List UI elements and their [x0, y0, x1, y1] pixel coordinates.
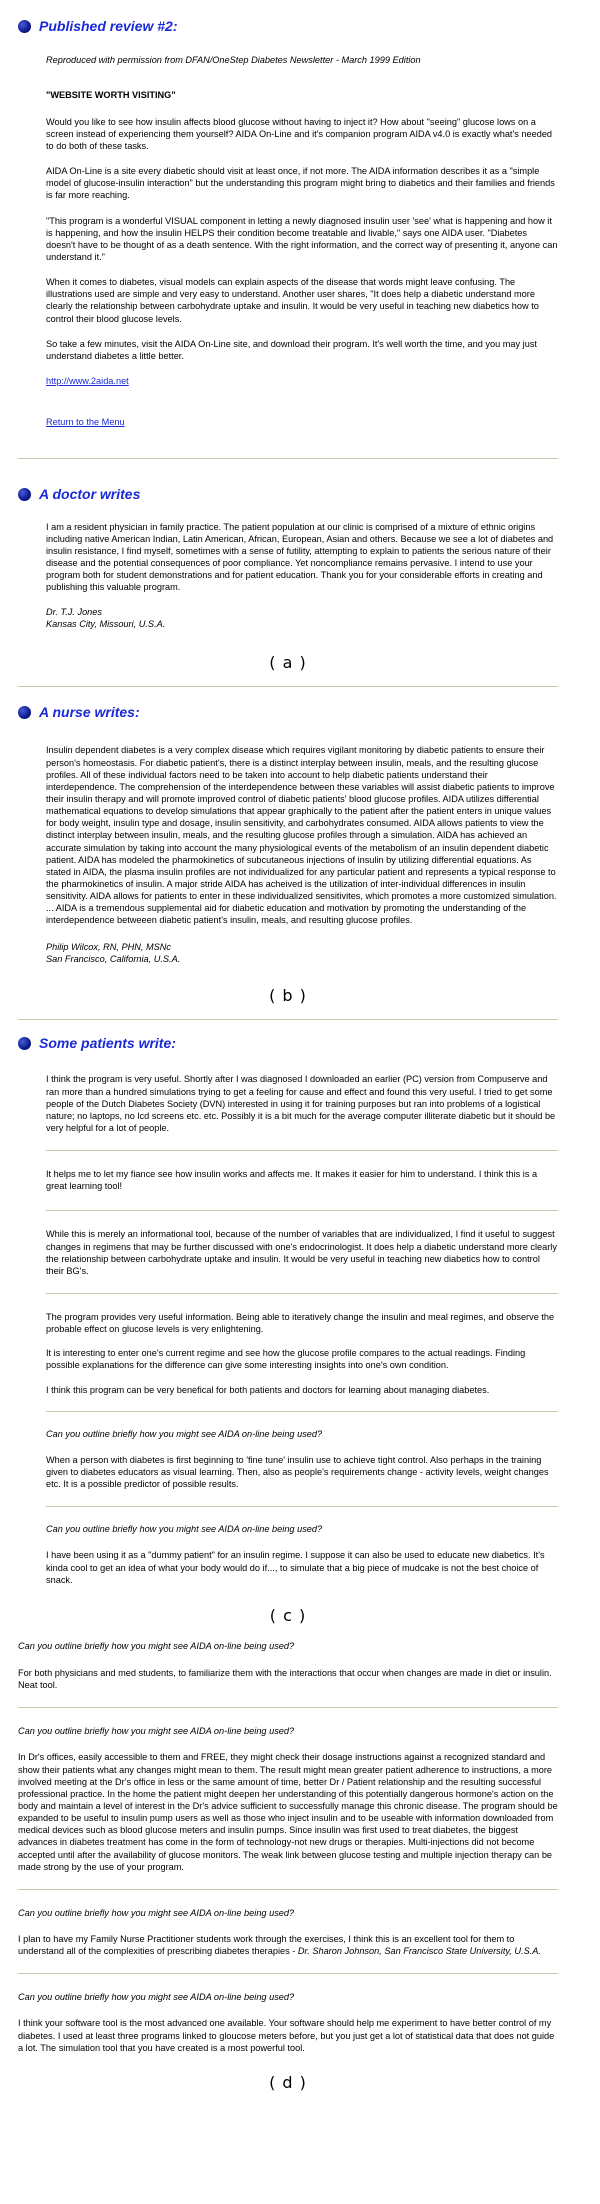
heading-text: A doctor writes — [39, 486, 141, 503]
doctor-section — [18, 459, 558, 673]
bullet-icon — [18, 706, 31, 719]
question-text: Can you outline briefly how you might see AIDA on-line being used? — [46, 1428, 323, 1439]
patient-comment: I think this program can be very benefical for both patients and doctors for learning about managing diabetes. — [46, 1384, 490, 1395]
patient-comment: While this is merely an informational tool, because of the number of variables that are individualized, I find it useful to suggest changes in regimens that may be further discussed with one's endocrinologist. It does help a diabetic understand more clearly the relationship between carbohydrate uptake and insulin. It would be very useful in teaching new diabetics how to control their BG's. — [46, 1229, 557, 1276]
return-to-menu-link[interactable]: Return to the Menu — [46, 417, 125, 428]
bullet-icon — [18, 1037, 31, 1050]
doctor-heading — [18, 485, 558, 503]
divider — [18, 1707, 558, 1708]
divider — [18, 1973, 558, 1974]
question-text: Can you outline briefly how you might see AIDA on-line being used? — [18, 1992, 295, 2003]
bullet-icon — [18, 20, 31, 33]
patient-comment: When a person with diabetes is first beginning to 'fine tune' insulin use to achieve tight control. Also perhaps in the training given to diabetes educators as visual learning. Then, also as people's requirements change - activity levels, weight changes etc. It is a possible predictor of possible results. — [46, 1454, 549, 1490]
bullet-icon — [18, 488, 31, 501]
question-text: Can you outline briefly how you might see AIDA on-line being used? — [18, 1907, 295, 1918]
response-text: In Dr's offices, easily accessible to them and FREE, they might check their dosage instructions against a recognized standard and show their patients what any changes might mean to them. The result might mean greater patient adherence to instructions, a more involved meeting at the Dr's office in less or the same amount of time, better Dr / Patient relationship and the resulting successful professional practice. In the home the patient might deepen her understanding of this potentially dangerous hormone's action on the body and maintain a level of interest in the Dr's advice sufficient to successfully manage this chronic disease. The program should be expanded to be useful to insulin pump users as well as those who inject insulin and to be useable with information downloaded from medical devices such as blood glucose meters and insulin pumps. Since insulin was first used to treat diabetes, the biggest advances in diabetes treatment has come in the form of technology-not new drugs or therapies. Multi-injections did not become accepted until after the availability of glucose monitors. The weak link between glucose testing and multiple injection therapy can be made strong by the use of your program. — [18, 1752, 558, 1872]
published-review-section — [18, 0, 558, 428]
patients-section — [18, 1020, 558, 1626]
patient-comment: It helps me to let my fiance see how insulin works and affects me. It makes it easier for him to understand. I think this is a great learning tool! — [46, 1169, 538, 1192]
response-main: I plan to have my Family Nurse Practitioner students work through the exercises, I think this is an excellent tool for them to understand all of the complexities of prescribing diabetes therapies - — [18, 1934, 515, 1957]
caption-d: ( d ) — [269, 2072, 307, 2092]
review-paragraph: AIDA On-Line is a site every diabetic should visit at least once, if not more. The AIDA information describes it as a "simple model of glucose-insulin interaction" but the understanding this program might bring to diabetics and their families and friends is far more reaching. — [46, 166, 555, 201]
patient-comment: I think the program is very useful. Shortly after I was diagnosed I downloaded an earlier (PC) version from Compuserve and ran more than a hundred simulations trying to get a feeling for cause and effect and found this very useful. I tried to get some people of the Dutch Diabetes Society (DVN) interested in using it for training purposes but ran into problems of a logistical nature; no laptops, no lcd screens etc. etc. Possibly it is a bit much for the average computer illiterate diabetic but it should be very helpful for a lot of people. — [46, 1074, 556, 1133]
more-responses-section — [18, 1626, 558, 2093]
review-paragraph: When it comes to diabetes, visual models can explain aspects of the disease that words might leave confusing. The illustrations used are simple and very easy to understand. Another user shares, "It does help a diabetic understand more clearly the relationship between carbohydrate uptake and insulin. It would be very useful in teaching new diabetics how to control their blood glucose levels. — [46, 277, 539, 324]
nurse-section — [18, 687, 558, 1006]
doctor-paragraph: I am a resident physician in family practice. The patient population at our clinic is comprised of a mixture of ethnic origins including native American Indian, Latin American, African, European, Asian and others. Because we see a lot of diabetes and insulin resistance, I find myself, sometimes with a sense of futility, attempting to explain to patients the serious nature of their disease and the potential consequences of poor compliance. Yet noncompliance remains pervasive. I intend to use your program both for student demonstrations and for patient education. Thank you for your considerable efforts in creating and publishing this valuable program. — [46, 521, 554, 593]
review-paragraph: "This program is a wonderful VISUAL component in letting a newly diagnosed insulin user 'see' what is happening and how it is happening, and how the insulin HELPS their condition become treatable and livable," says one AIDA user. "Diabetes doesn't have to be thought of as a death sentence. With the right information, and the correct way of presenting it, anyone can understand it." — [46, 215, 558, 263]
response-signature: Dr. Sharon Johnson, San Francisco State University, U.S.A. — [297, 1946, 541, 1957]
patient-comment: I have been using it as a "dummy patient" for an insulin regime. I suppose it can also be used to educate new diabetics. It's kinda cool to get an idea of what your body would do if..., to simulate that a big piece of mudcake is not the best choice of snack. — [46, 1550, 545, 1585]
review-title: "WEBSITE WORTH VISITING" — [46, 89, 176, 100]
response-text: I think your software tool is the most advanced one available. Your software should help me experiment to have better control of my diabetes. I used at least three programs linked to gloucose meters before, but you just get a lot of statistical data that does not guide a lot. The simulation tool that you have created is a most powerful tool. — [18, 2018, 555, 2053]
published-review-heading — [18, 17, 558, 35]
heading-text: A nurse writes: — [39, 703, 140, 720]
response-text: For both physicians and med students, to familiarize them with the interactions that occur when changes are made in diet or insulin. Neat tool. — [18, 1668, 552, 1691]
patient-comment: The program provides very useful information. Being able to iteratively change the insulin and meal regimes, and observe the probable effect on glucose levels is very enlightening. — [46, 1311, 555, 1335]
question-text: Can you outline briefly how you might see AIDA on-line being used? — [46, 1524, 323, 1535]
review-paragraph: Would you like to see how insulin affects blood glucose without having to inject it? How about "seeing" glucose lows on a screen instead of experiencing them yourself? AIDA On-Line and it's companion program AIDA v4.0 is exactly what's needed to do both of these tasks. — [46, 116, 553, 152]
caption-a: ( a ) — [269, 652, 307, 672]
doctor-signature-name: Dr. T.J. Jones — [46, 606, 102, 617]
caption-b: ( b ) — [269, 985, 307, 1005]
heading-text: Published review #2: — [39, 18, 178, 34]
doctor-signature-place: Kansas City, Missouri, U.S.A. — [46, 618, 166, 629]
patients-heading — [18, 1034, 558, 1052]
question-text: Can you outline briefly how you might see AIDA on-line being used? — [18, 1640, 295, 1651]
reproduced-note: Reproduced with permission from DFAN/OneStep Diabetes Newsletter - March 1999 Edition — [46, 55, 421, 66]
question-text: Can you outline briefly how you might see AIDA on-line being used? — [18, 1726, 295, 1737]
caption-c: ( c ) — [269, 1605, 307, 1625]
divider — [18, 1889, 558, 1890]
patient-comment: It is interesting to enter one's current regime and see how the glucose profile compares to the actual readings. Finding possible explanations for the difference can give some interesting insights into one's own condition. — [46, 1348, 526, 1371]
nurse-signature-place: San Francisco, California, U.S.A. — [46, 953, 181, 964]
heading-text: Some patients write: — [39, 1034, 176, 1051]
nurse-signature-name: Philip Wilcox, RN, PHN, MSNc — [46, 941, 171, 952]
review-paragraph: So take a few minutes, visit the AIDA On-Line site, and download their program. It's well worth the time, and you may just understand diabetes a little better. — [46, 338, 537, 361]
nurse-heading — [18, 703, 558, 721]
nurse-paragraph: Insulin dependent diabetes is a very complex disease which requires vigilant monitoring by diabetic patients to ensure their person's homeostasis. For diabetic patient's, there is a distinct interplay between insulin, meals, and the resulting glucose profiles. All of these individual factors need to be taken into account to help diabetic patients understand their interdependence. The comprehension of the interdependence between these variables will assist diabetic patients to improve their insulin therapy and will promote improved control of diabetic patients' blood glucose profiles. AIDA utilizes differential mathematical equations to develop simulations that appear graphically to the patient after the patient enters in unique values for body weight, insulin type and dosage, insulin sensitivity, and carbohydrates consumed. AIDA allows patients to view the distinct interplay between insulin, meals, and the resulting glucose profiles through a simulation. AIDA has achieved an accurate simulation by taking into account the many physiological events of the metabolism of an insulin dependent diabetic patient. AIDA has modeled the pharmokinetics of subcutaneous injections of insulin by utilizing differential equations. As stated in AIDA, the plasma insulin profiles are not individualized for any particular patient and represents a typical response to the pharmokinetics of insulin. A major stride AIDA has acheived is the utilization of inter-individual differences in insulin sensitivity. AIDA allows for patients to enter in these individualized sensitivites, which promotes a more customized simulation. ... AIDA is a tremendous supplemental aid for diabetic education and motivation by promoting the understanding of the interdependence betweeen diabetic patient's insulin, meals, and resulting glucose profiles. — [46, 745, 557, 926]
website-link[interactable]: http://www.2aida.net — [46, 376, 129, 386]
response-text — [18, 1933, 558, 1957]
